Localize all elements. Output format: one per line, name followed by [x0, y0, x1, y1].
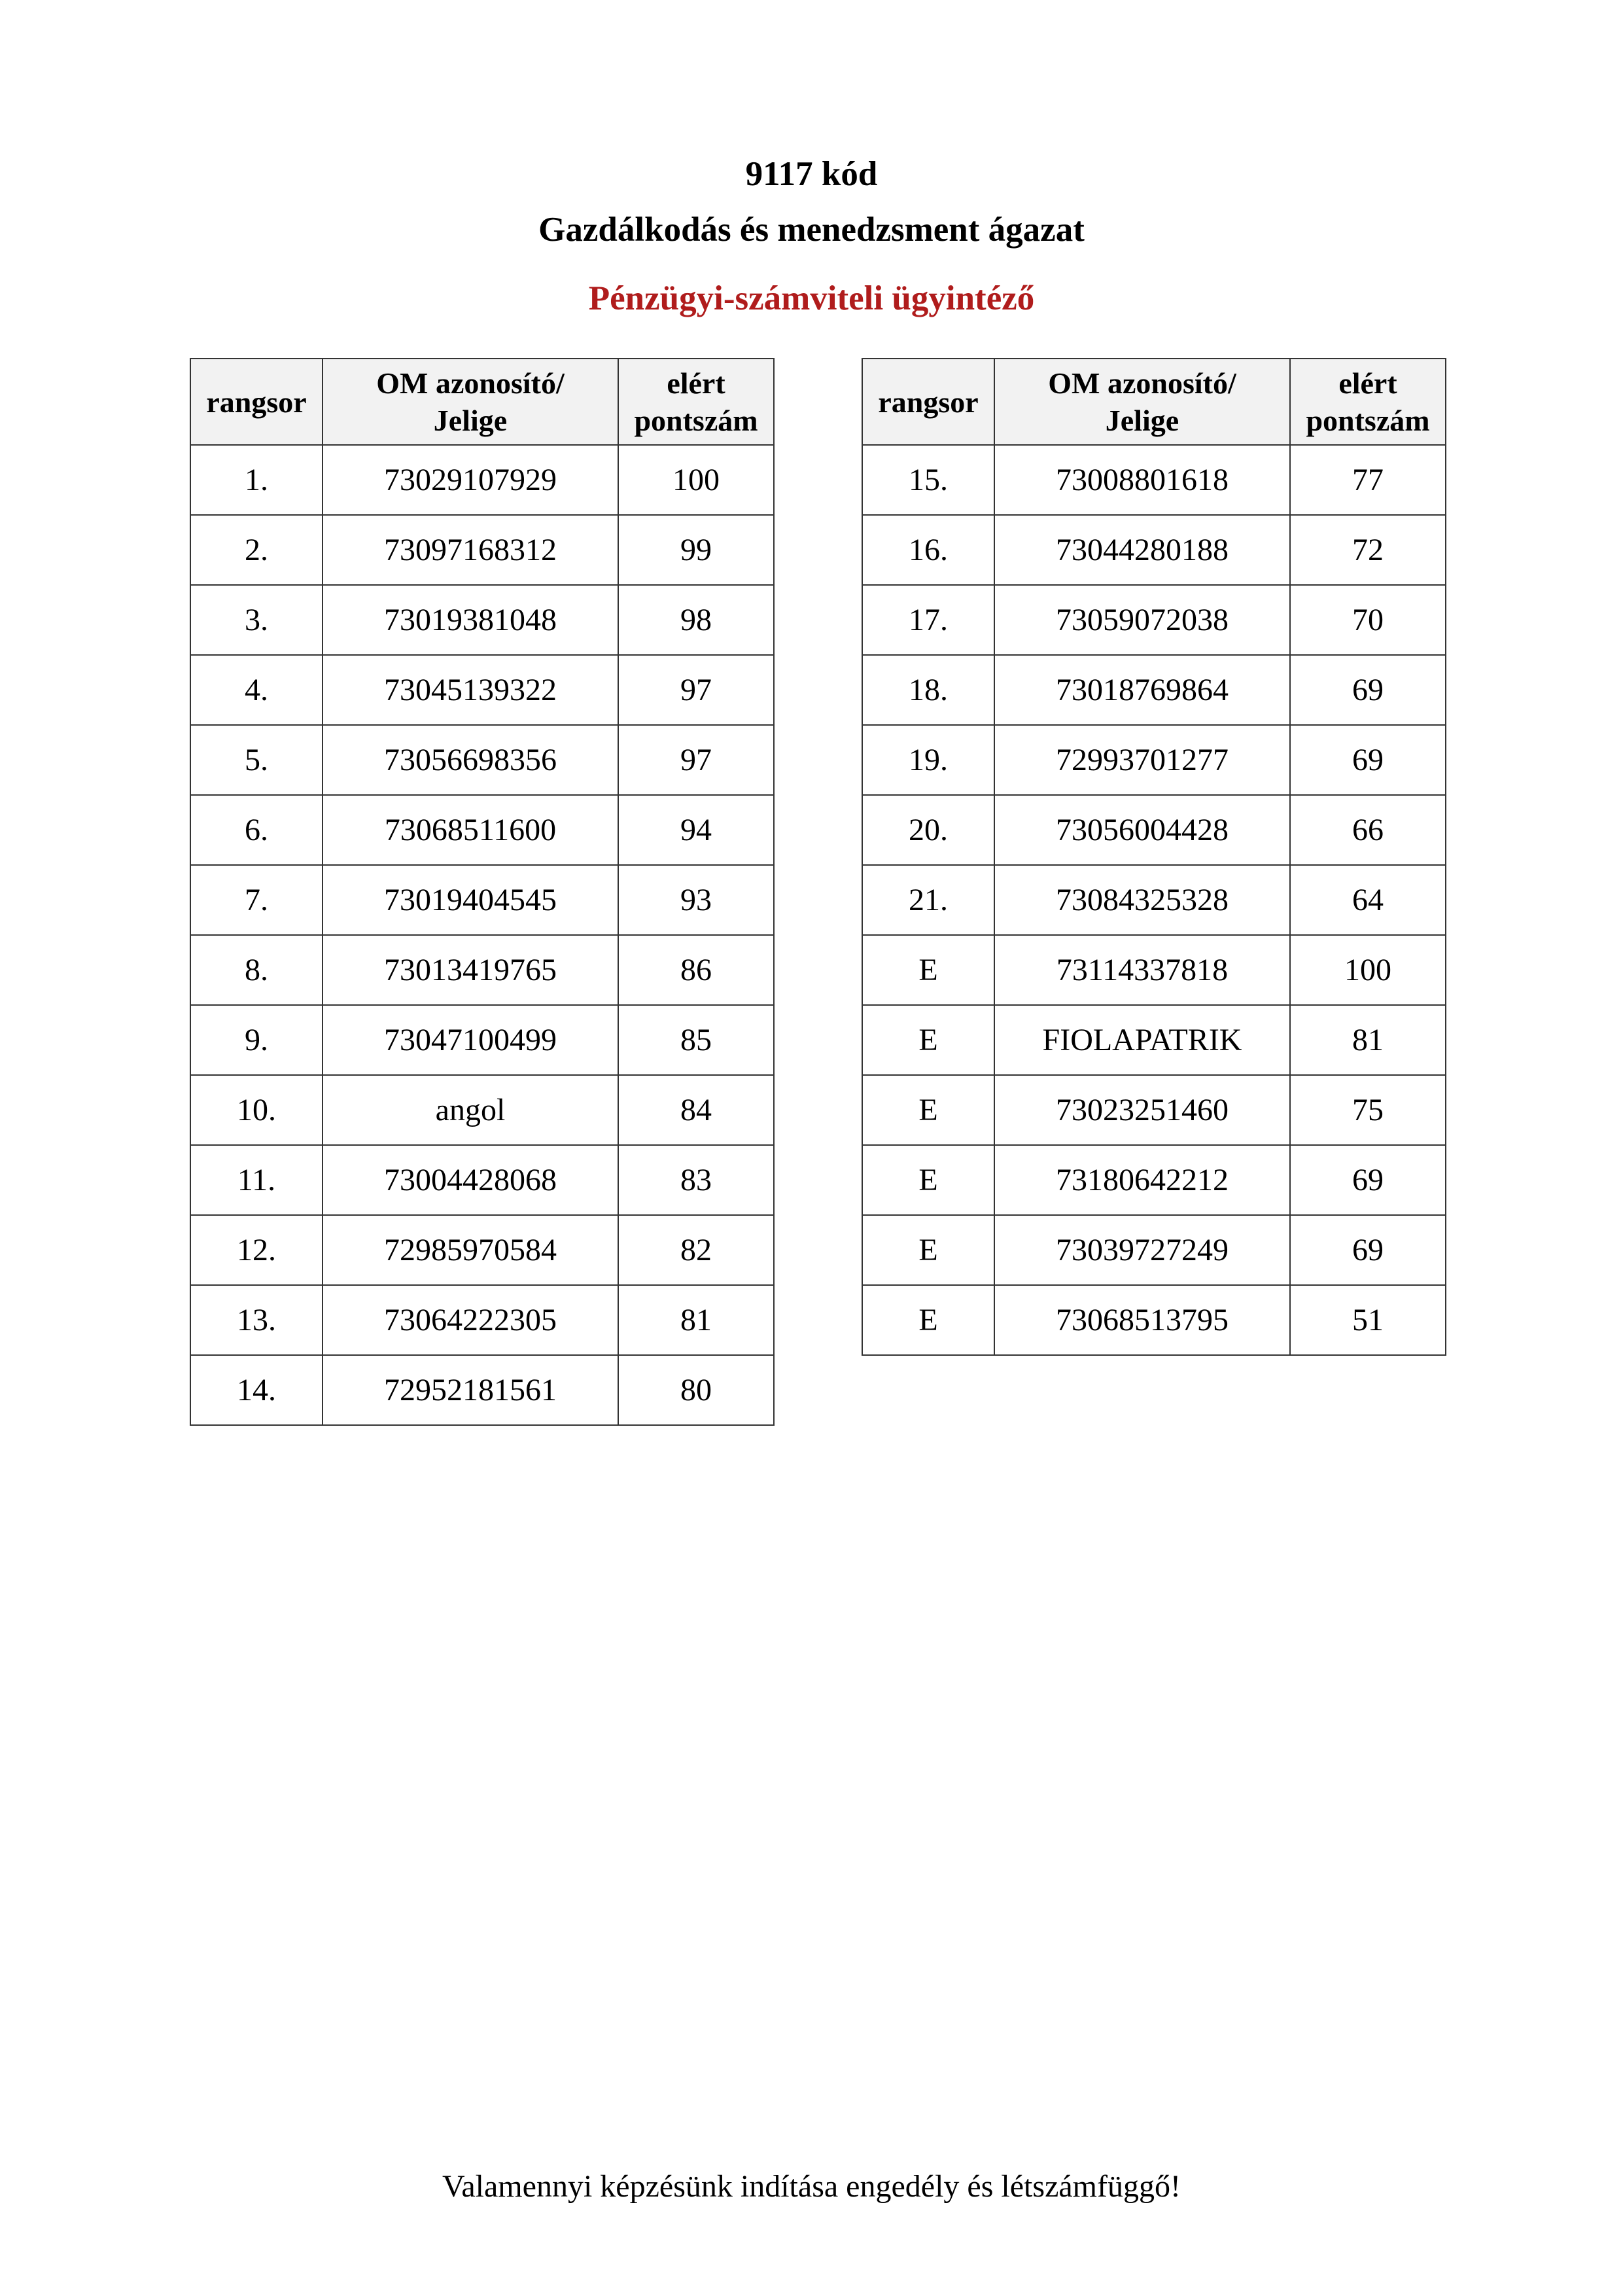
rank-cell: E: [862, 1215, 994, 1285]
table-row: [190, 1285, 774, 1355]
id-cell: 73018769864: [994, 655, 1290, 725]
id-cell: 73013419765: [323, 935, 618, 1005]
id-cell: 72952181561: [323, 1355, 618, 1425]
table-row: [190, 515, 774, 585]
rank-cell: 4.: [190, 655, 323, 725]
table-row: [190, 1215, 774, 1285]
rank-cell: 1.: [190, 445, 323, 515]
score-cell: 82: [618, 1215, 774, 1285]
table-row: [862, 725, 1446, 795]
id-cell: 73023251460: [994, 1075, 1290, 1145]
score-cell: 100: [618, 445, 774, 515]
id-cell: 73019381048: [323, 585, 618, 655]
score-cell: 51: [1290, 1285, 1446, 1355]
score-cell: 99: [618, 515, 774, 585]
score-cell: 69: [1290, 655, 1446, 725]
score-cell: 98: [618, 585, 774, 655]
score-cell: 70: [1290, 585, 1446, 655]
table-row: [190, 585, 774, 655]
footer-note: Valamennyi képzésünk indítása engedély és létszámfüggő!: [442, 2169, 1181, 2204]
id-cell: 73044280188: [994, 515, 1290, 585]
code-title: 9117 kód: [745, 155, 878, 193]
id-cell: 72985970584: [323, 1215, 618, 1285]
id-cell: 73097168312: [323, 515, 618, 585]
table-row: [862, 935, 1446, 1005]
sector-title: Gazdálkodás és menedzsment ágazat: [538, 211, 1085, 249]
id-cell: 73045139322: [323, 655, 618, 725]
id-cell: 73064222305: [323, 1285, 618, 1355]
score-header: elért pontszám: [1290, 359, 1446, 445]
rank-cell: E: [862, 1145, 994, 1215]
rank-cell: E: [862, 1285, 994, 1355]
table-row: [190, 1145, 774, 1215]
score-cell: 100: [1290, 935, 1446, 1005]
id-cell: 73004428068: [323, 1145, 618, 1215]
table-row: [862, 795, 1446, 865]
header-row: [190, 359, 774, 445]
id-cell: 73068511600: [323, 795, 618, 865]
rank-cell: 15.: [862, 445, 994, 515]
table-row: [862, 655, 1446, 725]
table-row: [862, 445, 1446, 515]
score-cell: 69: [1290, 725, 1446, 795]
rank-cell: 19.: [862, 725, 994, 795]
table-row: [862, 1005, 1446, 1075]
rank-cell: E: [862, 935, 994, 1005]
score-cell: 84: [618, 1075, 774, 1145]
profession-title: Pénzügyi-számviteli ügyintéző: [588, 279, 1035, 317]
rank-cell: 11.: [190, 1145, 323, 1215]
rank-cell: 18.: [862, 655, 994, 725]
table-row: [190, 445, 774, 515]
table-row: [190, 1355, 774, 1425]
score-cell: 81: [1290, 1005, 1446, 1075]
id-cell: angol: [323, 1075, 618, 1145]
id-cell: 73056004428: [994, 795, 1290, 865]
table-row: [862, 1145, 1446, 1215]
rank-cell: 8.: [190, 935, 323, 1005]
score-header: elért pontszám: [618, 359, 774, 445]
score-cell: 69: [1290, 1215, 1446, 1285]
score-cell: 72: [1290, 515, 1446, 585]
id-cell: 73068513795: [994, 1285, 1290, 1355]
score-cell: 64: [1290, 865, 1446, 935]
id-cell: 73039727249: [994, 1215, 1290, 1285]
id-header: OM azonosító/ Jelige: [323, 359, 618, 445]
score-cell: 80: [618, 1355, 774, 1425]
id-cell: 73008801618: [994, 445, 1290, 515]
table-row: [190, 725, 774, 795]
table-row: [190, 1075, 774, 1145]
table-row: [190, 655, 774, 725]
score-cell: 81: [618, 1285, 774, 1355]
table-row: [862, 1285, 1446, 1355]
ranking-table-right: [862, 358, 1446, 1356]
id-cell: 73114337818: [994, 935, 1290, 1005]
score-cell: 97: [618, 655, 774, 725]
id-cell: 73047100499: [323, 1005, 618, 1075]
id-cell: 73019404545: [323, 865, 618, 935]
rank-cell: 16.: [862, 515, 994, 585]
id-cell: 73180642212: [994, 1145, 1290, 1215]
table-row: [190, 795, 774, 865]
rank-cell: 21.: [862, 865, 994, 935]
rank-cell: 9.: [190, 1005, 323, 1075]
score-cell: 94: [618, 795, 774, 865]
id-cell: 73029107929: [323, 445, 618, 515]
rank-cell: 14.: [190, 1355, 323, 1425]
rank-cell: 7.: [190, 865, 323, 935]
score-cell: 75: [1290, 1075, 1446, 1145]
rank-header: rangsor: [190, 359, 323, 445]
table-row: [190, 865, 774, 935]
score-cell: 83: [618, 1145, 774, 1215]
id-cell: 72993701277: [994, 725, 1290, 795]
table-row: [190, 935, 774, 1005]
rank-cell: E: [862, 1075, 994, 1145]
rank-cell: E: [862, 1005, 994, 1075]
id-header: OM azonosító/ Jelige: [994, 359, 1290, 445]
rank-cell: 2.: [190, 515, 323, 585]
rank-cell: 3.: [190, 585, 323, 655]
table-row: [190, 1005, 774, 1075]
score-cell: 66: [1290, 795, 1446, 865]
rank-cell: 6.: [190, 795, 323, 865]
score-cell: 69: [1290, 1145, 1446, 1215]
score-cell: 77: [1290, 445, 1446, 515]
score-cell: 86: [618, 935, 774, 1005]
rank-cell: 17.: [862, 585, 994, 655]
rank-cell: 13.: [190, 1285, 323, 1355]
id-cell: FIOLAPATRIK: [994, 1005, 1290, 1075]
table-row: [862, 1215, 1446, 1285]
table-row: [862, 865, 1446, 935]
ranking-table-left: [190, 358, 775, 1426]
id-cell: 73084325328: [994, 865, 1290, 935]
table-row: [862, 1075, 1446, 1145]
id-cell: 73059072038: [994, 585, 1290, 655]
rank-cell: 10.: [190, 1075, 323, 1145]
score-cell: 93: [618, 865, 774, 935]
table-row: [862, 585, 1446, 655]
header-row: [862, 359, 1446, 445]
rank-cell: 20.: [862, 795, 994, 865]
score-cell: 97: [618, 725, 774, 795]
rank-cell: 5.: [190, 725, 323, 795]
id-cell: 73056698356: [323, 725, 618, 795]
score-cell: 85: [618, 1005, 774, 1075]
table-row: [862, 515, 1446, 585]
rank-cell: 12.: [190, 1215, 323, 1285]
rank-header: rangsor: [862, 359, 994, 445]
